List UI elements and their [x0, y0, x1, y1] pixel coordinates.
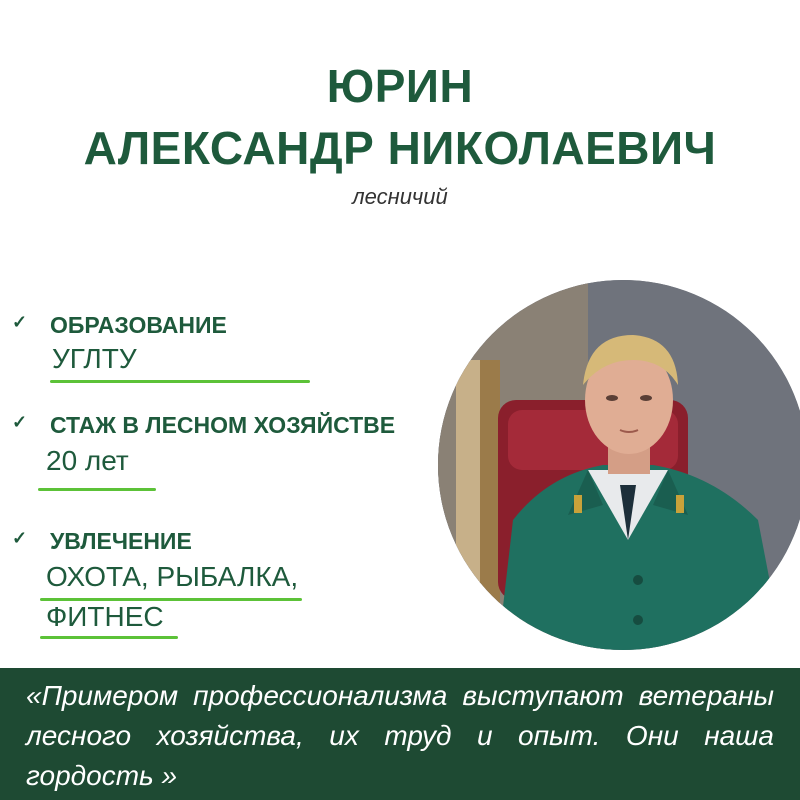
check-icon: ✓: [12, 312, 28, 332]
underline: [50, 380, 310, 383]
info-value: 20 лет: [46, 445, 129, 476]
check-icon: ✓: [12, 528, 28, 548]
info-heading: ОБРАЗОВАНИЕ: [50, 312, 227, 338]
quote-text: «Примером профессионализма выступают ветераны лесного хозяйства, их труд и опыт. Они наша гордость »: [26, 680, 774, 791]
info-value: ФИТНЕС: [46, 601, 164, 632]
info-value: УГЛТУ: [52, 343, 137, 374]
surname: ЮРИН: [326, 60, 474, 112]
quote-banner: [0, 668, 800, 800]
underline: [38, 488, 156, 491]
info-value: ОХОТА, РЫБАЛКА,: [46, 561, 299, 592]
info-heading: УВЛЕЧЕНИЕ: [50, 528, 192, 554]
header: [0, 60, 800, 210]
portrait-photo: [438, 280, 800, 650]
check-icon: ✓: [12, 412, 28, 432]
underline: [40, 636, 178, 639]
info-heading: СТАЖ В ЛЕСНОМ ХОЗЯЙСТВЕ: [50, 412, 396, 438]
given-names: АЛЕКСАНДР НИКОЛАЕВИЧ: [83, 122, 717, 174]
position-title: лесничий: [352, 184, 448, 209]
